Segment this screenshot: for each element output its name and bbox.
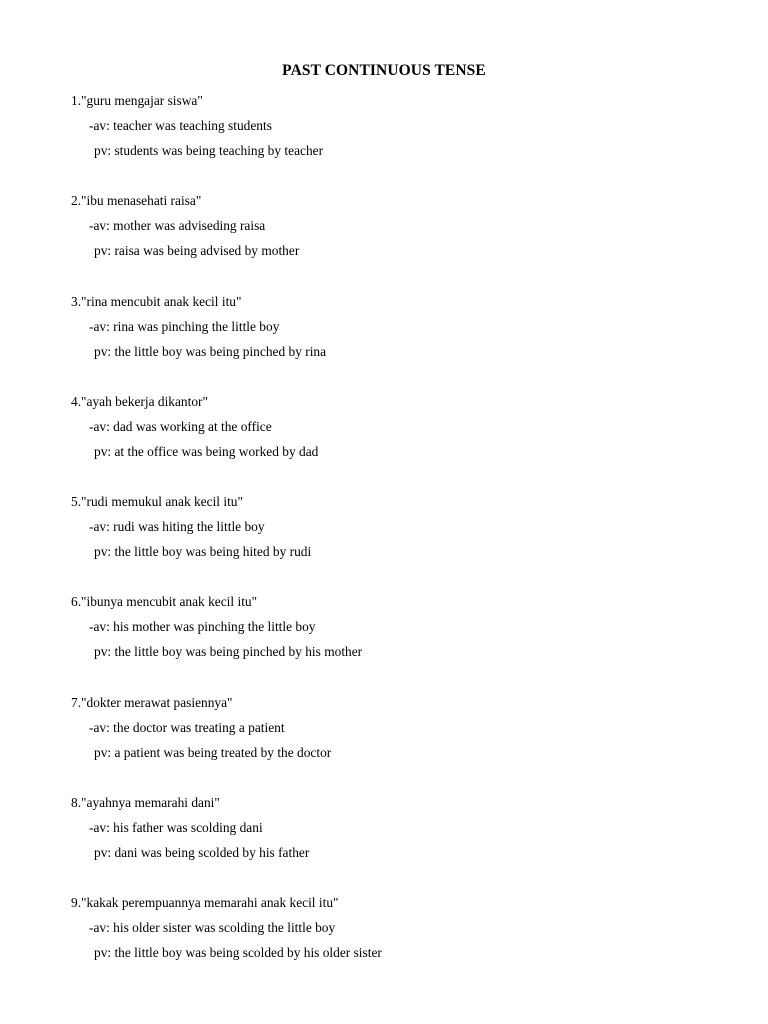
exercise-passive-voice: pv: the little boy was being hited by rudi [94, 544, 312, 560]
exercise-question: 9."kakak perempuannya memarahi anak kecil itu" [71, 895, 339, 911]
exercise-question: 6."ibunya mencubit anak kecil itu" [71, 594, 258, 610]
exercise-item-9 [71, 890, 721, 990]
exercise-passive-voice: pv: the little boy was being pinched by his mother [94, 644, 363, 660]
exercise-passive-voice: pv: students was being teaching by teacher [94, 143, 324, 158]
exercise-item-4 [71, 389, 721, 489]
exercise-active-voice: -av: mother was adviseding raisa [89, 218, 266, 234]
exercise-question: 3."rina mencubit anak kecil itu" [71, 293, 242, 309]
exercise-item-5 [71, 489, 721, 589]
exercise-question: 7."dokter merawat pasiennya" [71, 694, 233, 710]
exercise-active-voice: -av: rina was pinching the little boy [89, 318, 280, 334]
exercise-item-1 [71, 88, 721, 188]
exercise-question: 1."guru mengajar siswa" [71, 93, 203, 108]
exercise-passive-voice: pv: the little boy was being pinched by rina [94, 343, 327, 359]
exercise-active-voice: -av: his older sister was scolding the little boy [89, 920, 336, 936]
exercise-list [71, 88, 721, 991]
exercise-active-voice: -av: teacher was teaching students [89, 118, 272, 133]
exercise-question: 4."ayah bekerja dikantor" [71, 393, 208, 409]
exercise-question: 2."ibu menasehati raisa" [71, 193, 202, 209]
exercise-question: 5."rudi memukul anak kecil itu" [71, 494, 243, 510]
exercise-question: 8."ayahnya memarahi dani" [71, 795, 220, 811]
page-title: PAST CONTINUOUS TENSE [282, 62, 486, 79]
exercise-passive-voice: pv: a patient was being treated by the doctor [94, 744, 332, 760]
exercise-item-7 [71, 690, 721, 790]
exercise-passive-voice: pv: at the office was being worked by dad [94, 443, 319, 459]
exercise-item-3 [71, 289, 721, 389]
exercise-active-voice: -av: his mother was pinching the little boy [89, 619, 316, 635]
exercise-passive-voice: pv: the little boy was being scolded by his older sister [94, 945, 382, 961]
exercise-active-voice: -av: the doctor was treating a patient [89, 719, 285, 735]
exercise-item-6 [71, 589, 721, 689]
exercise-active-voice: -av: his father was scolding dani [89, 820, 263, 836]
exercise-item-2 [71, 188, 721, 288]
exercise-active-voice: -av: dad was working at the office [89, 418, 272, 434]
exercise-passive-voice: pv: dani was being scolded by his father [94, 845, 310, 861]
exercise-active-voice: -av: rudi was hiting the little boy [89, 519, 265, 535]
exercise-item-8 [71, 790, 721, 890]
exercise-passive-voice: pv: raisa was being advised by mother [94, 243, 300, 259]
